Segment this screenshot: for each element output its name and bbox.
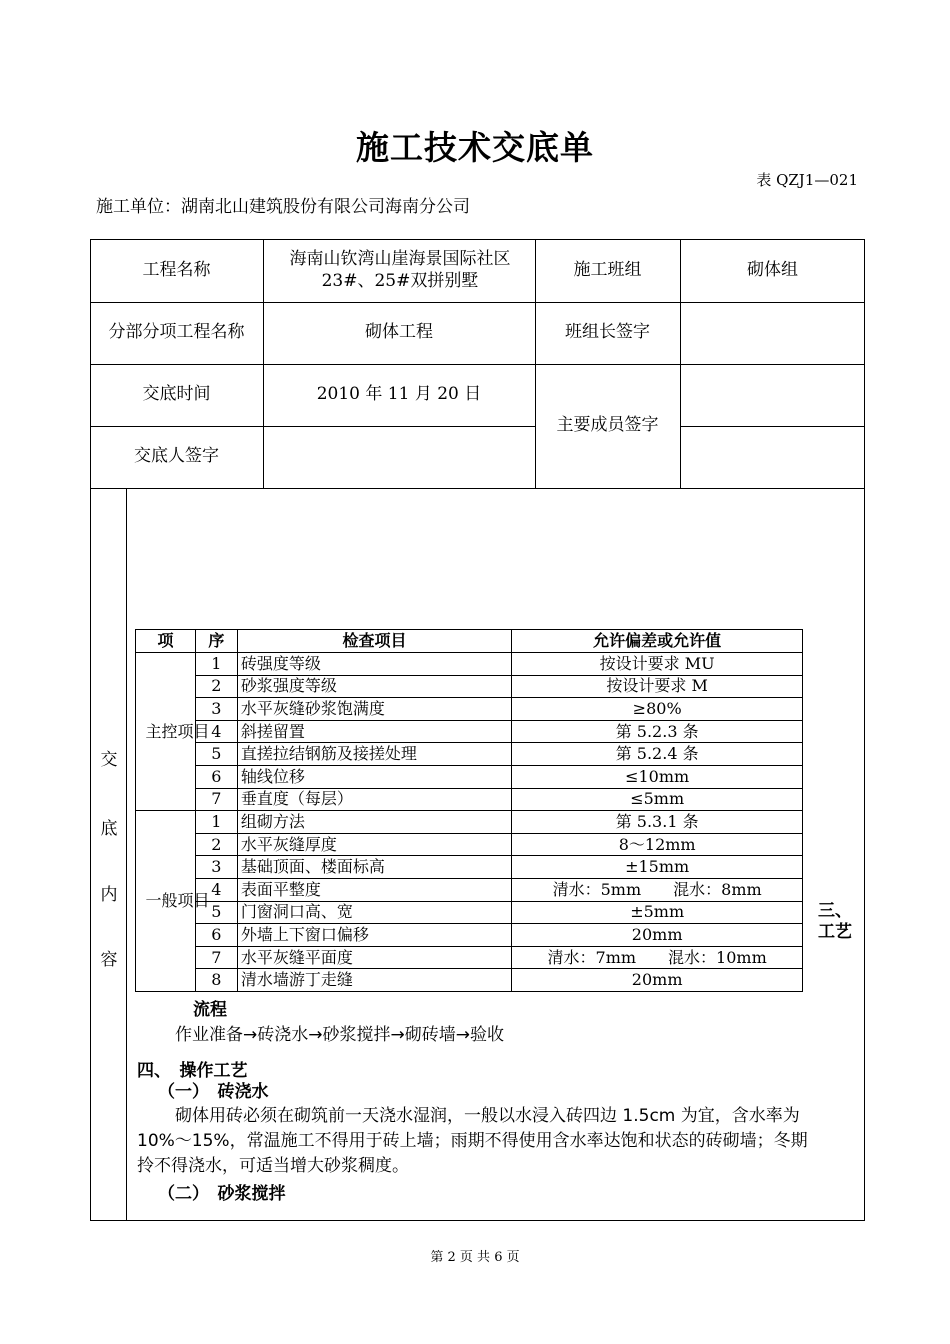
row-no: 4 — [195, 878, 237, 901]
row-item: 砂浆强度等级 — [237, 675, 512, 698]
row-item: 清水墙游丁走缝 — [237, 969, 512, 992]
inspection-header-row — [136, 630, 803, 653]
project-name-value: 海南山钦湾山崖海景国际社区 23#、25#双拼别墅 — [289, 249, 511, 291]
table-row — [136, 765, 803, 788]
side-label-char: 内 — [100, 885, 118, 905]
team-value: 砌体组 — [747, 259, 798, 280]
table-row — [136, 856, 803, 879]
table-row — [136, 878, 803, 901]
subproject-label: 分部分项工程名称 — [108, 322, 245, 343]
form-number: 表 QZJ1—021 — [756, 171, 858, 189]
row-value: ≤10mm — [512, 765, 803, 788]
row-value: 8～12mm — [512, 833, 803, 856]
table-row — [136, 924, 803, 947]
row-no: 8 — [195, 969, 237, 992]
table-row — [136, 720, 803, 743]
row-item: 直搓拉结钢筋及接搓处理 — [237, 743, 512, 766]
content-label-divider — [126, 488, 127, 1221]
section-3-number: 三、 — [818, 901, 852, 921]
row-value: ≤5mm — [512, 788, 803, 811]
row-value: ±5mm — [512, 901, 803, 924]
section-3-title-part: 工艺 — [818, 922, 852, 942]
row-item: 水平灰缝厚度 — [237, 833, 512, 856]
row-item: 砖强度等级 — [237, 653, 512, 676]
row-value: 20mm — [512, 924, 803, 947]
members-sign-field-1[interactable] — [680, 364, 865, 426]
page-footer: 第 2 页 共 6 页 — [430, 1250, 520, 1265]
row-no: 3 — [195, 856, 237, 879]
project-name-label: 工程名称 — [142, 259, 211, 280]
side-label-char: 容 — [100, 950, 118, 970]
row-no: 1 — [195, 811, 237, 834]
row-item: 门窗洞口高、宽 — [237, 901, 512, 924]
row-no: 5 — [195, 901, 237, 924]
row-value: 第 5.2.4 条 — [512, 743, 803, 766]
row-value: 20mm — [512, 969, 803, 992]
members-sign-label: 主要成员签字 — [556, 415, 659, 436]
row-value: 第 5.2.3 条 — [512, 720, 803, 743]
row-item: 轴线位移 — [237, 765, 512, 788]
document-title: 施工技术交底单 — [356, 128, 594, 167]
row-value: ±15mm — [512, 856, 803, 879]
table-row — [136, 946, 803, 969]
team-label: 施工班组 — [573, 259, 642, 280]
row-no: 4 — [195, 720, 237, 743]
row-no: 3 — [195, 698, 237, 721]
leader-sign-field[interactable] — [680, 302, 865, 364]
subproject-value: 砌体工程 — [365, 322, 433, 343]
row-value: 按设计要求 MU — [512, 653, 803, 676]
leader-sign-label: 班组长签字 — [565, 322, 650, 343]
table-row — [136, 901, 803, 924]
row-value: 清水：7mm 混水：10mm — [512, 946, 803, 969]
row-no: 7 — [195, 788, 237, 811]
row-item: 水平灰缝砂浆饱满度 — [237, 698, 512, 721]
table-row — [136, 743, 803, 766]
table-row — [136, 675, 803, 698]
date-label: 交底时间 — [142, 384, 211, 405]
row-no: 1 — [195, 653, 237, 676]
construction-unit: 施工单位：湖南北山建筑股份有限公司海南分公司 — [96, 197, 470, 217]
paragraph-line: 拎不得浇水，可适当增大砂浆稠度。 — [137, 1156, 409, 1176]
members-sign-field-2[interactable] — [680, 426, 865, 488]
table-row — [136, 833, 803, 856]
section-4-heading: 四、 操作工艺 — [137, 1061, 248, 1081]
row-divider — [90, 488, 865, 489]
side-label-char: 交 — [100, 750, 118, 770]
row-no: 6 — [195, 924, 237, 947]
row-value: 第 5.3.1 条 — [512, 811, 803, 834]
table-row — [136, 969, 803, 992]
date-value: 2010 年 11 月 20 日 — [316, 384, 482, 405]
col-header-value: 允许偏差或允许值 — [512, 630, 803, 653]
row-item: 水平灰缝平面度 — [237, 946, 512, 969]
main-group-label: 主控项目 — [136, 653, 196, 811]
section-3-title-part: 流程 — [193, 1000, 227, 1020]
paragraph-line: 10%～15%，常温施工不得用于砖上墙；雨期不得使用含水率达饱和状态的砖砌墙；冬期 — [137, 1131, 808, 1151]
row-item: 基础顶面、楼面标高 — [237, 856, 512, 879]
row-item: 组砌方法 — [237, 811, 512, 834]
inspection-table — [135, 629, 803, 992]
row-item: 表面平整度 — [237, 878, 512, 901]
side-label-char: 底 — [100, 819, 118, 839]
row-no: 5 — [195, 743, 237, 766]
row-no: 6 — [195, 765, 237, 788]
presenter-sign-field[interactable] — [263, 426, 535, 488]
row-no: 7 — [195, 946, 237, 969]
subsection-1-heading: （一） 砖浇水 — [158, 1082, 269, 1102]
row-item: 外墙上下窗口偏移 — [237, 924, 512, 947]
row-value: 按设计要求 M — [512, 675, 803, 698]
row-item: 垂直度（每层） — [237, 788, 512, 811]
table-row — [136, 788, 803, 811]
row-no: 2 — [195, 833, 237, 856]
subsection-2-heading: （二） 砂浆搅拌 — [158, 1184, 286, 1204]
process-flow: 作业准备→砖浇水→砂浆搅拌→砌砖墙→验收 — [175, 1025, 504, 1045]
general-group-label: 一般项目 — [136, 811, 196, 992]
row-no: 2 — [195, 675, 237, 698]
paragraph-line: 砌体用砖必须在砌筑前一天浇水湿润，一般以水浸入砖四边 1.5cm 为宜，含水率为 — [175, 1106, 800, 1126]
row-item: 斜搓留置 — [237, 720, 512, 743]
table-row — [136, 811, 803, 834]
col-header-category: 项 — [136, 630, 196, 653]
col-header-item: 检查项目 — [237, 630, 512, 653]
table-row — [136, 698, 803, 721]
table-row — [136, 653, 803, 676]
row-value: ≥80% — [512, 698, 803, 721]
row-value: 清水：5mm 混水：8mm — [512, 878, 803, 901]
col-header-no: 序 — [195, 630, 237, 653]
presenter-sign-label: 交底人签字 — [134, 446, 219, 467]
